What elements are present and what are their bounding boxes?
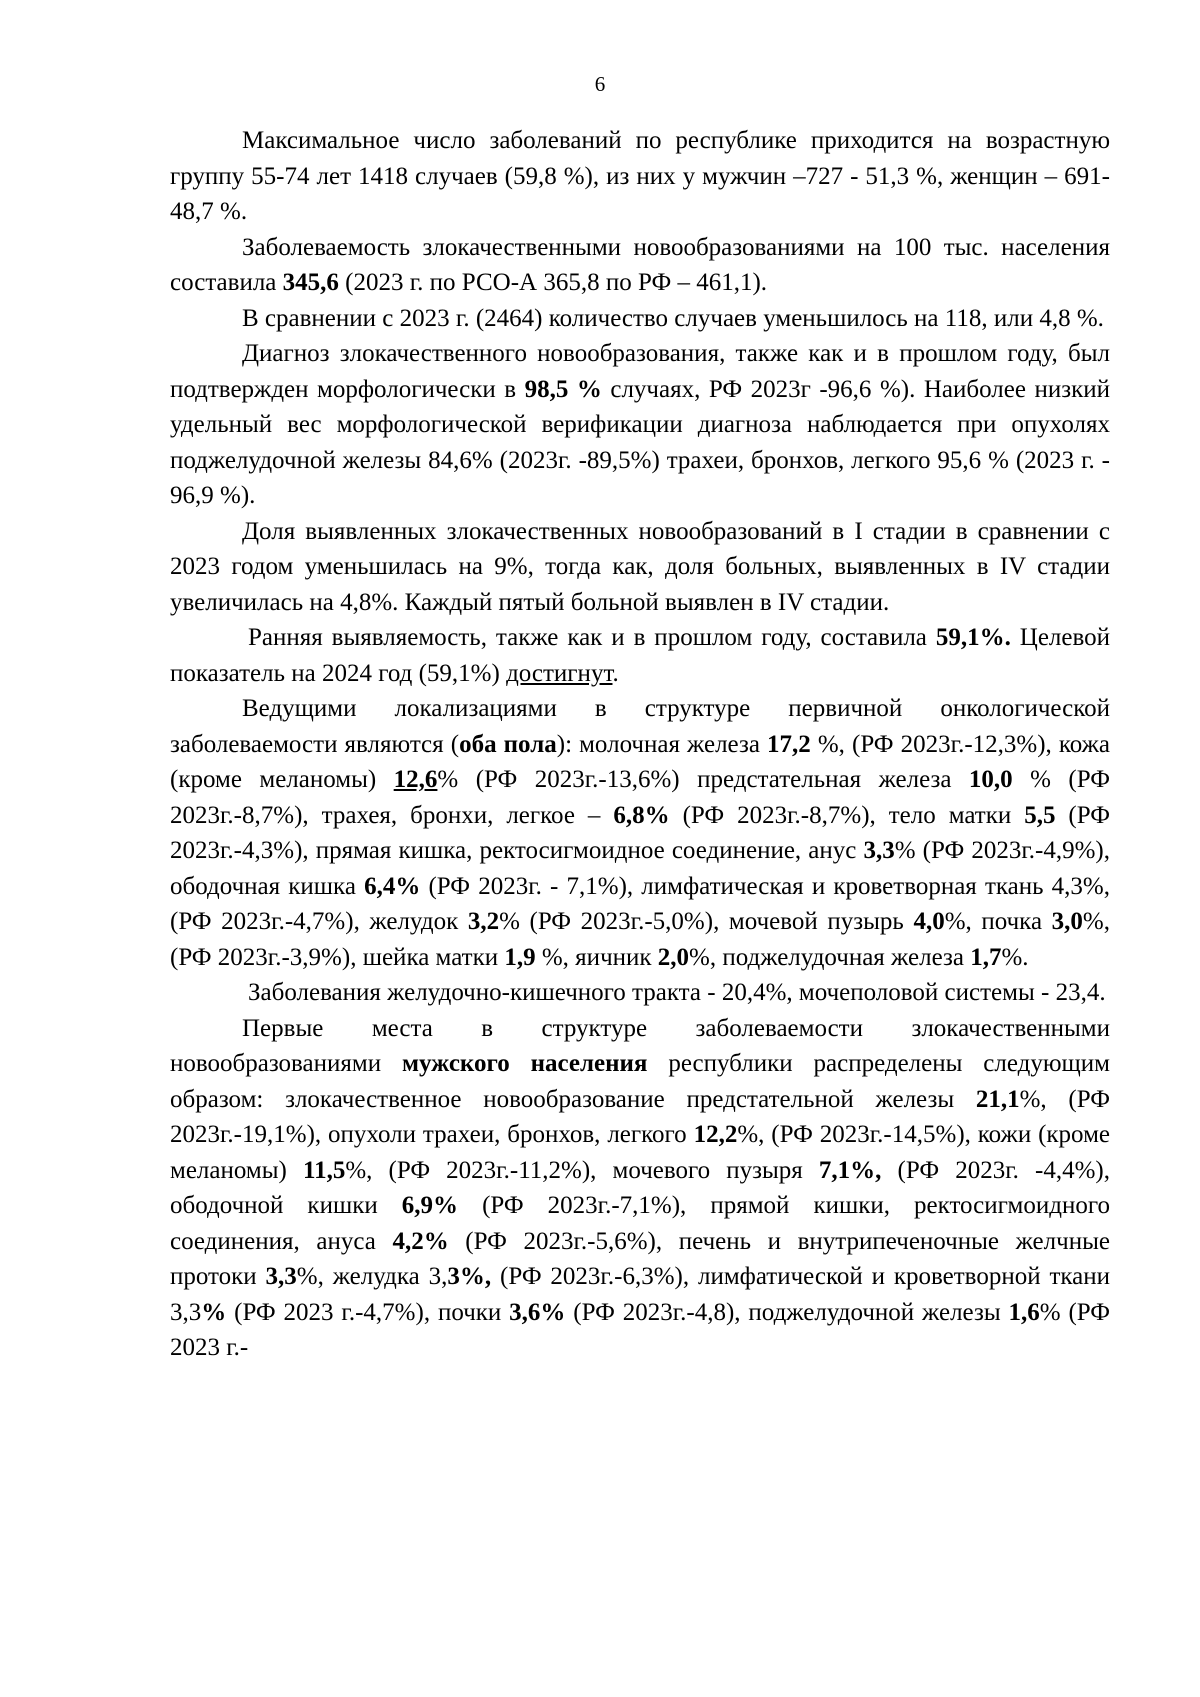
text-run: (РФ 2023 г.-4,7%), почки	[226, 1298, 510, 1326]
text-run: 10,0	[968, 766, 1013, 793]
text-run: % (РФ 2023г.-5,0%), мочевой пузырь	[499, 908, 914, 935]
text-run: % (РФ 2023г.-13,6%) предстательная железа	[437, 766, 969, 793]
text-run: 3,3	[863, 837, 895, 864]
paragraph-1	[170, 123, 1110, 230]
text-run: (РФ 2023г.-6,3%), лимфатической и кроветворной ткани 3,3	[170, 1263, 1110, 1326]
text-run: 5,5	[1024, 801, 1056, 829]
paragraph-9	[170, 1011, 1110, 1366]
text-run: 6,8%	[613, 801, 670, 829]
text-run: %.	[1001, 943, 1029, 971]
text-run: достигнут	[506, 659, 613, 687]
paragraph-6	[170, 620, 1110, 691]
text-run: оба пола	[459, 730, 557, 758]
text-run: Доля выявленных злокачественных новообразований в I стадии в сравнении с 2023 годом уменьшилась на 9%, тогда как, доля больных, выявленных в IV стадии увеличилась на 4,8%. Каждый пятый больной выявлен в IV стадии.	[170, 517, 1110, 616]
text-run: 4,2%	[392, 1227, 449, 1255]
text-run: 12,6	[393, 766, 438, 793]
text-run: республики распределены следующим образом: злокачественное новообразование предстательной железы	[170, 1050, 1110, 1113]
text-run: 21,1	[975, 1085, 1020, 1113]
text-run: 2,0	[657, 943, 690, 971]
text-run: 6,4%	[364, 872, 421, 900]
text-run: %, (РФ 2023г.-3,9%), шейка матки	[170, 908, 1110, 971]
text-run: 1,6	[1008, 1298, 1040, 1326]
text-run: 98,5 %	[524, 375, 602, 403]
text-run: Первые места в структуре заболеваемости злокачественными новообразованиями	[170, 1014, 1110, 1077]
text-run: ): молочная железа	[556, 730, 768, 758]
text-run: %, желудка 3,	[296, 1263, 448, 1290]
text-run: %	[201, 1298, 227, 1326]
text-run: 17,2	[767, 730, 811, 758]
text-run: 3,0	[1051, 908, 1083, 935]
text-run: (РФ 2023г. -4,4%), ободочной кишки	[170, 1156, 1110, 1219]
text-run: %, (РФ 2023г.-19,1%), опухоли трахеи, бронхов, легкого	[170, 1085, 1110, 1148]
paragraph-2	[170, 230, 1110, 301]
text-run: Ранняя выявляемость, также как и в прошлом году, составила	[248, 624, 936, 651]
text-run: 6,9%	[401, 1192, 459, 1219]
text-run: (2023 г. по РСО-А 365,8 по РФ – 461,1).	[338, 269, 768, 296]
paragraph-4	[170, 336, 1110, 514]
text-run: %, (РФ 2023г.-12,3%), кожа (кроме меланомы)	[170, 730, 1110, 793]
text-run: 1,7	[970, 943, 1002, 971]
text-run: мужского населения	[401, 1050, 648, 1077]
text-run: %, яичник	[535, 943, 658, 971]
text-run: 3,3	[265, 1263, 297, 1290]
text-run: Целевой показатель на 2024 год (59,1%)	[170, 624, 1110, 687]
text-run: %, (РФ 2023г.-14,5%), кожи (кроме меланомы)	[170, 1121, 1111, 1184]
document-body	[170, 123, 1110, 1366]
text-run: 7,1%,	[818, 1156, 882, 1184]
text-run: 1,9	[504, 943, 536, 971]
text-run: 3%,	[447, 1263, 492, 1290]
text-run: % (РФ 2023г.-4,9%), ободочная кишка	[170, 837, 1110, 900]
text-run: случаях, РФ 2023г -96,6 %). Наиболее низкий удельный вес морфологической верификации диагноза наблюдается при опухолях поджелудочной железы 84,6% (2023г. -89,5%) трахеи, бронхов, легкого 95,6 % (2023 г. - 96,9 %).	[170, 375, 1110, 509]
text-run: 11,5	[302, 1156, 346, 1184]
text-run: 59,1%.	[935, 624, 1011, 651]
text-run: Ведущими локализациями в структуре первичной онкологической заболеваемости являются (	[170, 695, 1110, 758]
paragraph-5	[170, 514, 1110, 621]
paragraph-3	[170, 301, 1110, 337]
text-run: Диагноз злокачественного новообразования, также как и в прошлом году, был подтвержден морфологически в	[170, 340, 1110, 403]
text-run: Максимальное число заболеваний по республике приходится на возрастную группу 55-74 лет 1418 случаев (59,8 %), из них у мужчин –727 - 51,3 %, женщин – 691- 48,7 %.	[170, 127, 1110, 225]
text-run: 3,6%	[509, 1298, 566, 1326]
text-run: Заболевания желудочно-кишечного тракта - 20,4%, мочеполовой системы - 23,4.	[248, 979, 1106, 1006]
paragraph-7	[170, 691, 1110, 975]
text-run: % (РФ 2023 г.-	[170, 1298, 1111, 1361]
text-run: .	[612, 659, 619, 687]
text-run: (РФ 2023г.-5,6%), печень и внутрипеченочные желчные протоки	[170, 1227, 1110, 1290]
text-run: 3,2	[467, 908, 500, 935]
text-run: В сравнении с 2023 г. (2464) количество случаев уменьшилось на 118, или 4,8 %.	[242, 304, 1104, 332]
text-run: (РФ 2023г.-8,7%), тело матки	[669, 801, 1025, 829]
text-run: (РФ 2023г. - 7,1%), лимфатическая и кроветворная ткань 4,3%, (РФ 2023г.-4,7%), желудок	[170, 872, 1111, 935]
text-run: 12,2	[693, 1121, 738, 1148]
text-run: % (РФ 2023г.-8,7%), трахея, бронхи, легкое –	[170, 766, 1110, 829]
text-run: (РФ 2023г.-4,3%), прямая кишка, ректосигмоидное соединение, анус	[170, 801, 1110, 864]
text-run: (РФ 2023г.-4,8), поджелудочной железы	[565, 1298, 1009, 1326]
paragraph-8	[170, 975, 1110, 1011]
page-number: 6	[594, 72, 606, 96]
text-run: 345,6	[282, 269, 339, 296]
text-run: (РФ 2023г.-7,1%), прямой кишки, ректосигмоидного соединения, ануса	[170, 1192, 1110, 1255]
text-run: %, почка	[944, 908, 1052, 935]
text-run: %, (РФ 2023г.-11,2%), мочевого пузыря	[345, 1156, 819, 1184]
text-run: %, поджелудочная железа	[689, 943, 971, 971]
text-run: Заболеваемость злокачественными новообразованиями на 100 тыс. населения составила	[170, 233, 1110, 296]
text-run: 4,0	[913, 908, 945, 935]
